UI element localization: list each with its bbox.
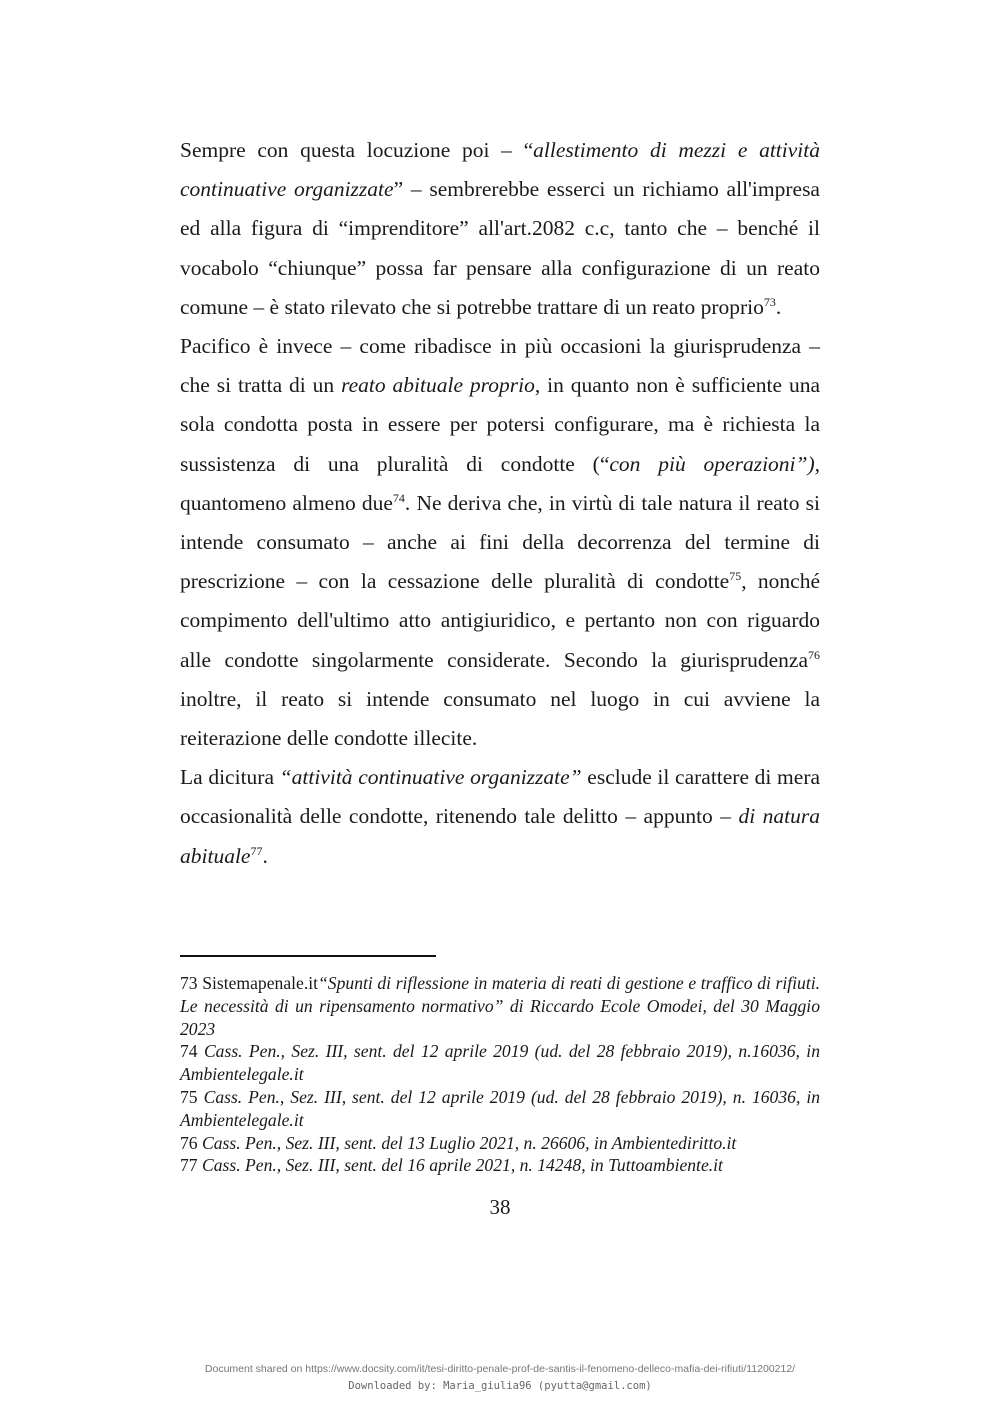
text-run: inoltre, il reato si intende consumato nel luogo in cui avviene la reiterazione delle condotte illecite.: [180, 686, 820, 751]
paragraph-1: [180, 131, 820, 327]
text-run: Pacifico è invece – come ribadisce in più occasioni la giurisprudenza – che si tratta di un: [180, 334, 820, 398]
text-run: , in quanto non è sufficiente una sola condotta posta in essere per potersi configurare, ma è richiesta la sussistenza di una pluralità di condotte (“: [180, 373, 821, 476]
italic-run: “attività continuative organizzate”: [279, 765, 582, 790]
footnote-76: [180, 1132, 820, 1155]
footnote-citation: “Spunti di riflessione in materia di reati di gestione e traffico di rifiuti. Le necessità di un ripensamento normativo” di Riccardo Ecole Omodei, del 30 Maggio 2023: [180, 973, 820, 1039]
footnote-number: 74: [180, 1041, 198, 1062]
italic-run: allestimento di mezzi e attività continuative organizzate: [180, 138, 820, 202]
body-text: [180, 131, 820, 876]
footnote-77: [180, 1154, 820, 1177]
footnotes: [180, 972, 820, 1177]
footnote-ref-74[interactable]: 74: [392, 490, 405, 505]
italic-run: di natura abituale: [180, 804, 820, 868]
footnote-74: [180, 1040, 820, 1086]
text-run: Sempre con questa locuzione poi – “: [180, 138, 534, 162]
footnote-number: 75: [180, 1086, 198, 1107]
footnote-ref-77[interactable]: 77: [250, 843, 263, 858]
text-run: quantomeno almeno due: [180, 490, 393, 515]
text-run: ” – sembrerebbe esserci un richiamo all'impresa ed alla figura di “imprenditore” all'art.2082 c.c, tanto che – benché il vocabolo “chiunque” possa far pensare alla configurazione di un reato comune – è stato rilevato che si potrebbe trattare di un reato proprio: [180, 177, 820, 319]
text-run: . Ne deriva che, in virtù di tale natura il reato si intende consumato – anche ai fini della decorrenza del termine di prescrizione – con la cessazione delle pluralità di condotte: [180, 490, 821, 594]
footnote-75: [180, 1086, 820, 1132]
footnote-73: [180, 972, 820, 1040]
italic-run: con più operazioni”),: [609, 451, 821, 476]
page-number: 38: [489, 1195, 511, 1219]
footnote-ref-73[interactable]: 73: [763, 294, 776, 309]
footnote-separator: [180, 955, 436, 957]
footnote-citation: Cass. Pen., Sez. III, sent. del 12 aprile 2019 (ud. del 28 febbraio 2019), n.16036, in Ambientelegale.it: [180, 1041, 820, 1085]
text-run: , nonché compimento dell'ultimo atto antigiuridico, e pertanto non con riguardo alle condotte singolarmente considerate. Secondo la giurisprudenza: [180, 569, 820, 672]
shared-watermark[interactable]: Document shared on https://www.docsity.com/it/tesi-diritto-penale-prof-de-santis-il-fenomeno-delleco-mafia-dei-rifiuti/11200212/: [204, 1363, 796, 1375]
text-run: .: [262, 843, 268, 868]
footnote-citation: Cass. Pen., Sez. III, sent. del 12 aprile 2019 (ud. del 28 febbraio 2019), n. 16036, in Ambientelegale.it: [180, 1086, 821, 1130]
footnote-ref-75[interactable]: 75: [729, 569, 742, 584]
downloaded-watermark: Downloaded by: Maria_giulia96 (pyutta@gmail.com): [348, 1380, 652, 1392]
footnote-number: 73: [180, 973, 198, 993]
text-run: .: [775, 294, 782, 319]
paragraph-3: [180, 758, 820, 876]
paragraph-2: [180, 327, 820, 758]
footnote-ref-76[interactable]: 76: [808, 647, 820, 662]
footnote-citation: Cass. Pen., Sez. III, sent. del 16 aprile 2021, n. 14248, in Tuttoambiente.it: [202, 1155, 723, 1176]
footnote-source: Sistemapenale.it: [197, 973, 319, 993]
text-run: La dicitura: [180, 765, 280, 790]
italic-run: reato abituale proprio: [341, 373, 535, 398]
text-run: esclude il carattere di mera occasionalità delle condotte, ritenendo tale delitto – appunto –: [180, 765, 821, 829]
footnote-number: 76: [180, 1132, 198, 1153]
footnote-number: 77: [180, 1155, 198, 1176]
footnote-citation: Cass. Pen., Sez. III, sent. del 13 Luglio 2021, n. 26606, in Ambientediritto.it: [202, 1132, 737, 1153]
